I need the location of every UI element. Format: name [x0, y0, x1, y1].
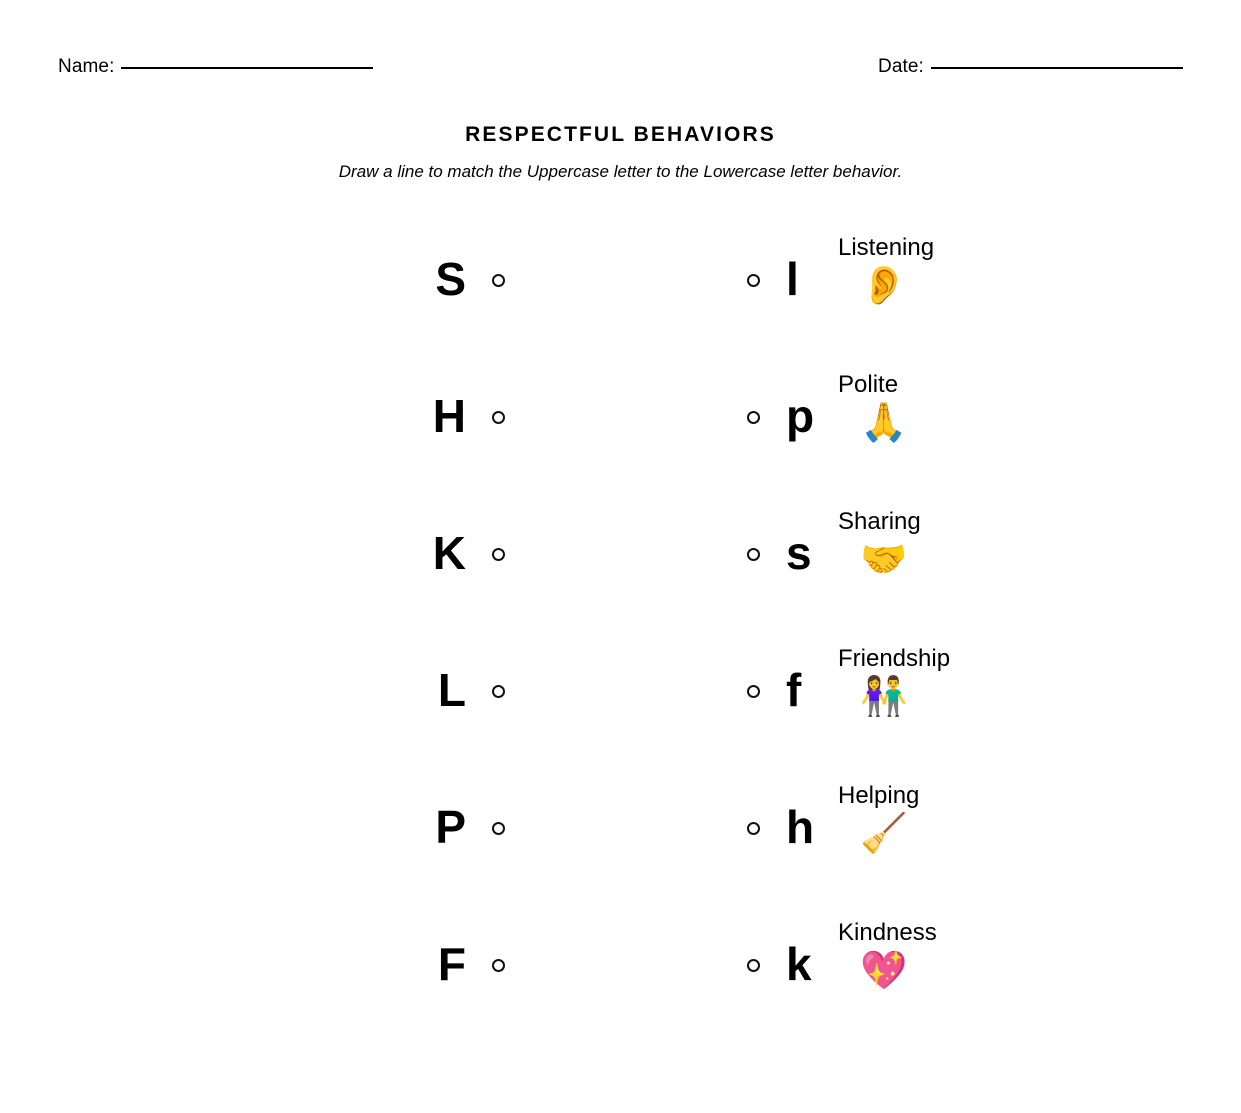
lowercase-group	[747, 243, 812, 317]
uppercase-letter: P	[435, 800, 466, 853]
behavior-group	[838, 371, 907, 444]
folded-hands-emoji: 🙏	[860, 400, 908, 444]
match-row	[0, 508, 1241, 654]
lowercase-letter: s	[786, 526, 812, 579]
lowercase-connector-dot[interactable]	[747, 685, 760, 698]
uppercase-connector-dot[interactable]	[492, 548, 505, 561]
match-row	[0, 645, 1241, 791]
uppercase-group	[360, 654, 505, 728]
uppercase-group	[360, 791, 505, 865]
lowercase-group	[747, 791, 814, 865]
lowercase-connector-dot[interactable]	[747, 274, 760, 287]
lowercase-connector-dot[interactable]	[747, 959, 760, 972]
uppercase-letter: K	[432, 526, 466, 579]
behavior-group	[838, 234, 934, 307]
page-title: RESPECTFUL BEHAVIORS	[465, 123, 776, 146]
name-input-line[interactable]	[121, 67, 373, 69]
lowercase-group	[747, 928, 812, 1002]
match-row	[0, 234, 1241, 380]
name-label: Name:	[58, 56, 115, 77]
people-holding-hands-emoji: 👫	[860, 674, 908, 718]
uppercase-group	[360, 517, 505, 591]
lowercase-connector-dot[interactable]	[747, 822, 760, 835]
date-input-line[interactable]	[931, 67, 1183, 69]
lowercase-group	[747, 380, 814, 454]
behavior-label: Kindness	[838, 919, 937, 946]
behavior-group	[838, 782, 919, 855]
uppercase-connector-dot[interactable]	[492, 685, 505, 698]
uppercase-letter: F	[437, 937, 466, 990]
title-block	[0, 122, 1241, 183]
behavior-label: Polite	[838, 371, 899, 398]
behavior-label: Sharing	[838, 508, 921, 535]
lowercase-letter: f	[786, 663, 802, 716]
match-row	[0, 919, 1241, 1065]
lowercase-connector-dot[interactable]	[747, 411, 760, 424]
worksheet-header	[0, 56, 1241, 88]
uppercase-connector-dot[interactable]	[492, 274, 505, 287]
behavior-group	[838, 919, 937, 992]
behavior-label: Helping	[838, 782, 920, 809]
date-field-group	[878, 56, 1183, 78]
uppercase-letter: H	[432, 389, 466, 442]
lowercase-connector-dot[interactable]	[747, 548, 760, 561]
match-row	[0, 371, 1241, 517]
uppercase-group	[360, 243, 505, 317]
uppercase-letter: L	[437, 663, 466, 716]
lowercase-letter: k	[786, 937, 812, 990]
lowercase-group	[747, 517, 812, 591]
uppercase-group	[360, 928, 505, 1002]
lowercase-group	[747, 654, 812, 728]
uppercase-connector-dot[interactable]	[492, 411, 505, 424]
broom-emoji: 🧹	[860, 811, 908, 855]
match-row	[0, 782, 1241, 928]
ear-emoji: 👂	[860, 263, 908, 307]
matching-exercise	[0, 234, 1241, 1065]
lowercase-letter: p	[786, 389, 815, 442]
lowercase-letter: l	[786, 252, 799, 305]
uppercase-connector-dot[interactable]	[492, 822, 505, 835]
uppercase-group	[360, 380, 505, 454]
handshake-emoji: 🤝	[860, 537, 908, 581]
behavior-label: Friendship	[838, 645, 951, 672]
lowercase-letter: h	[786, 800, 815, 853]
page-instructions: Draw a line to match the Uppercase letter to the Lowercase letter behavior.	[338, 162, 903, 181]
uppercase-connector-dot[interactable]	[492, 959, 505, 972]
date-label: Date:	[878, 56, 924, 77]
name-field-group	[58, 56, 373, 78]
behavior-label: Listening	[838, 234, 935, 261]
behavior-group	[838, 645, 950, 718]
behavior-group	[838, 508, 921, 581]
uppercase-letter: S	[435, 252, 466, 305]
sparkling-heart-emoji: 💖	[860, 948, 908, 992]
